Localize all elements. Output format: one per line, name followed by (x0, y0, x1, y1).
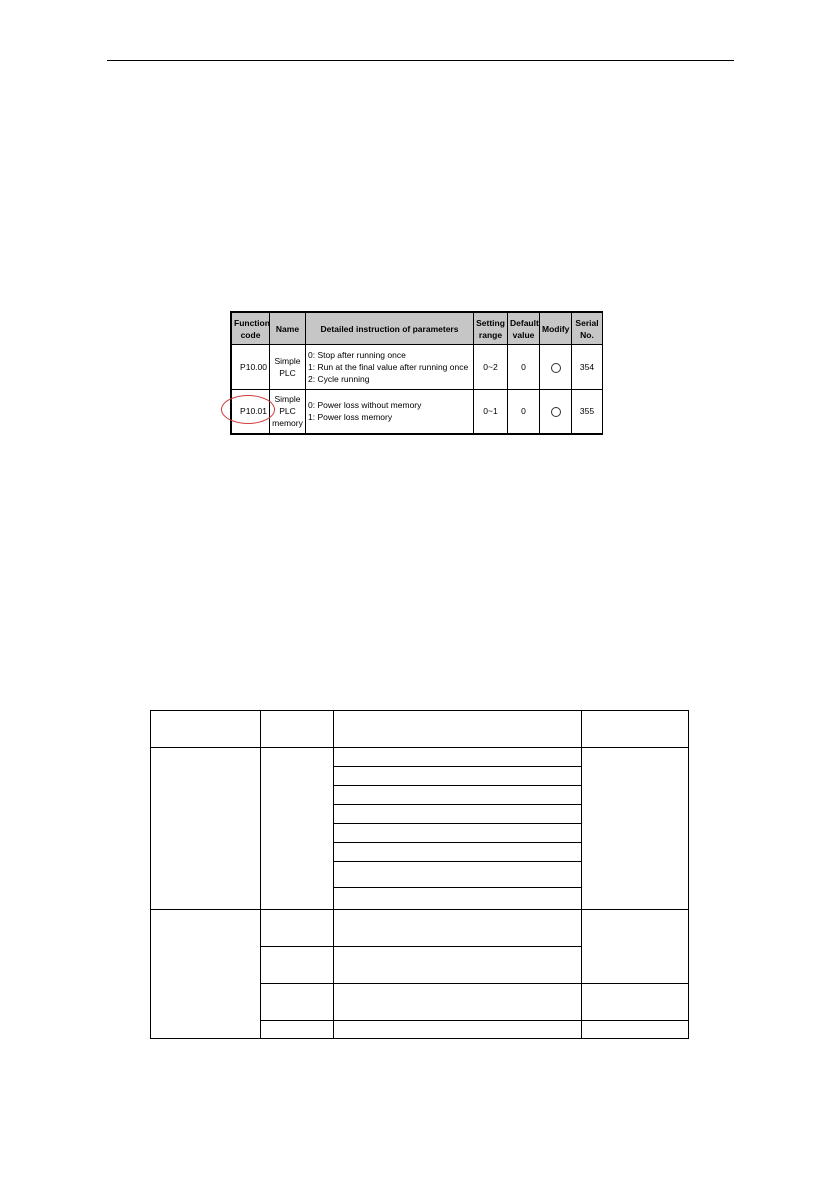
header-default-value: Default value (508, 313, 540, 345)
parameter-table-image (230, 311, 603, 435)
header-setting-range: Setting range (474, 313, 508, 345)
details-cell: 0: Stop after running once 1: Run at the final value after running once 2: Cycle running (306, 345, 474, 390)
details-cell: 0: Power loss without memory 1: Power loss memory (306, 389, 474, 434)
header-modify: Modify (540, 313, 572, 345)
name-cell: Simple PLC memory (270, 389, 306, 434)
table-row (151, 748, 689, 767)
header-serial-no: Serial No. (572, 313, 603, 345)
circle-o-icon (551, 363, 561, 373)
table-row (151, 711, 689, 748)
header-name: Name (270, 313, 306, 345)
table-row (151, 910, 689, 947)
table-row (232, 345, 603, 390)
serial-cell: 355 (572, 389, 603, 434)
header-detailed-instruction: Detailed instruction of parameters (306, 313, 474, 345)
function-code-cell: P10.01 (232, 389, 270, 434)
empty-grid-table (150, 710, 689, 1039)
modify-cell (540, 389, 572, 434)
parameter-table (231, 312, 603, 434)
header-rule (107, 60, 734, 61)
modify-cell (540, 345, 572, 390)
default-cell: 0 (508, 389, 540, 434)
header-function-code: Function code (232, 313, 270, 345)
table-row (232, 389, 603, 434)
name-cell: Simple PLC (270, 345, 306, 390)
default-cell: 0 (508, 345, 540, 390)
range-cell: 0~2 (474, 345, 508, 390)
function-code-cell: P10.00 (232, 345, 270, 390)
serial-cell: 354 (572, 345, 603, 390)
range-cell: 0~1 (474, 389, 508, 434)
circle-o-icon (551, 407, 561, 417)
highlight-ellipse (221, 395, 275, 424)
